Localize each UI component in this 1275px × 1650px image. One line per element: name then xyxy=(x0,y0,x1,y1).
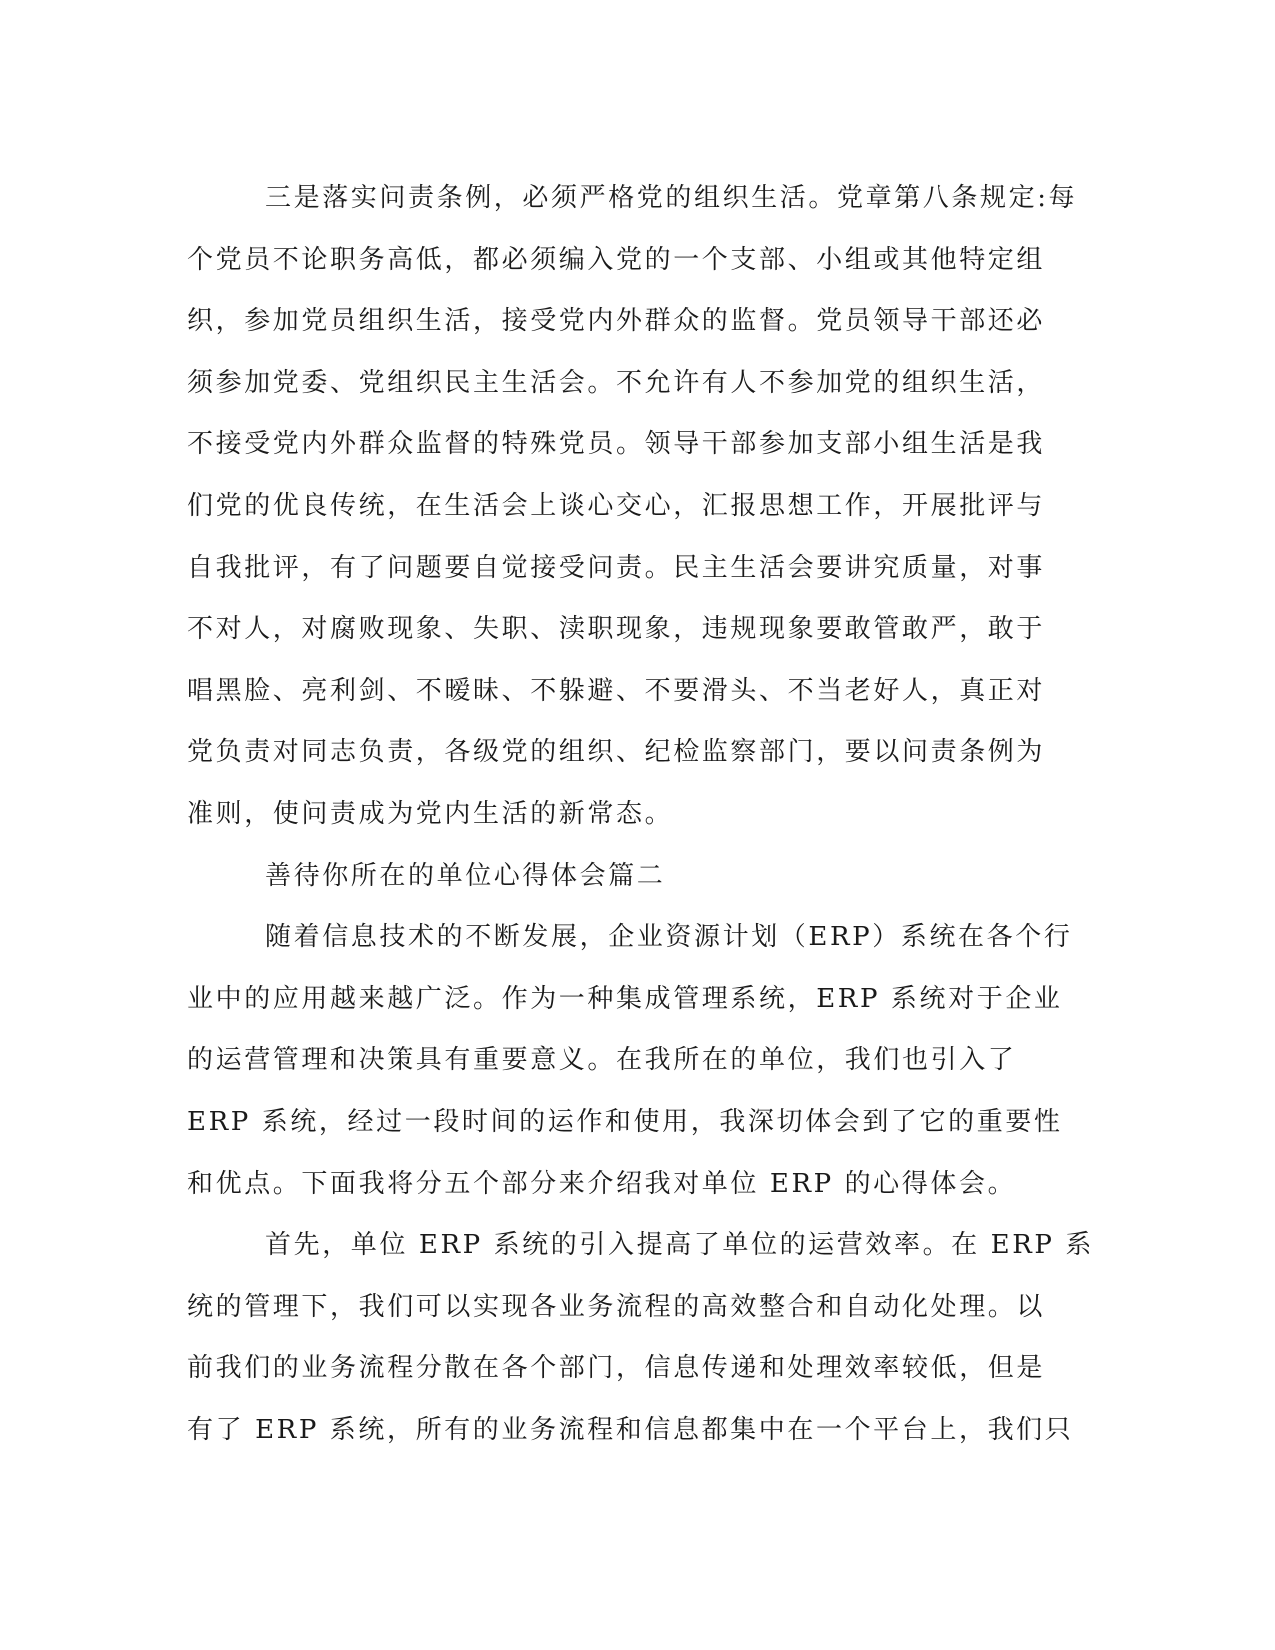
text-line: ERP 系统，经过一段时间的运作和使用，我深切体会到了它的重要性 xyxy=(187,1106,1063,1137)
section-heading: 善待你所在的单位心得体会篇二 xyxy=(265,860,666,891)
text-line: 个党员不论职务高低，都必须编入党的一个支部、小组或其他特定组 xyxy=(187,244,1046,275)
text-line: 和优点。下面我将分五个部分来介绍我对单位 ERP 的心得体会。 xyxy=(187,1168,1017,1199)
text-line: 们党的优良传统，在生活会上谈心交心，汇报思想工作，开展批评与 xyxy=(187,490,1046,521)
paragraph-accountability xyxy=(187,168,1087,846)
text-line: 党负责对同志负责，各级党的组织、纪检监察部门，要以问责条例为 xyxy=(187,737,1046,768)
text-line: 有了 ERP 系统，所有的业务流程和信息都集中在一个平台上，我们只 xyxy=(187,1414,1074,1445)
text-line: 须参加党委、党组织民主生活会。不允许有人不参加党的组织生活， xyxy=(187,367,1046,398)
text-line: 自我批评，有了问题要自觉接受问责。民主生活会要讲究质量，对事 xyxy=(187,552,1046,583)
text-line: 不对人，对腐败现象、失职、渎职现象，违规现象要敢管敢严，敢于 xyxy=(187,614,1046,645)
text-line: 准则，使问责成为党内生活的新常态。 xyxy=(187,798,674,829)
text-line: 织，参加党员组织生活，接受党内外群众的监督。党员领导干部还必 xyxy=(187,306,1046,337)
text-line: 唱黑脸、亮利剑、不暧昧、不躲避、不要滑头、不当老好人，真正对 xyxy=(187,675,1046,706)
paragraph-erp-efficiency xyxy=(187,1215,1094,1461)
text-line: 随着信息技术的不断发展，企业资源计划（ERP）系统在各个行 xyxy=(265,922,1073,953)
text-line: 的运营管理和决策具有重要意义。在我所在的单位，我们也引入了 xyxy=(187,1045,1017,1076)
text-line: 统的管理下，我们可以实现各业务流程的高效整合和自动化处理。以 xyxy=(187,1291,1046,1322)
text-line: 业中的应用越来越广泛。作为一种集成管理系统，ERP 系统对于企业 xyxy=(187,983,1063,1014)
paragraph-erp-intro xyxy=(187,907,1087,1215)
text-line: 首先，单位 ERP 系统的引入提高了单位的运营效率。在 ERP 系 xyxy=(265,1230,1094,1261)
text-line: 不接受党内外群众监督的特殊党员。领导干部参加支部小组生活是我 xyxy=(187,429,1046,460)
document-body xyxy=(187,168,1094,1461)
text-line: 三是落实问责条例，必须严格党的组织生活。党章第八条规定:每 xyxy=(265,183,1078,213)
text-line: 前我们的业务流程分散在各个部门，信息传递和处理效率较低，但是 xyxy=(187,1353,1046,1384)
